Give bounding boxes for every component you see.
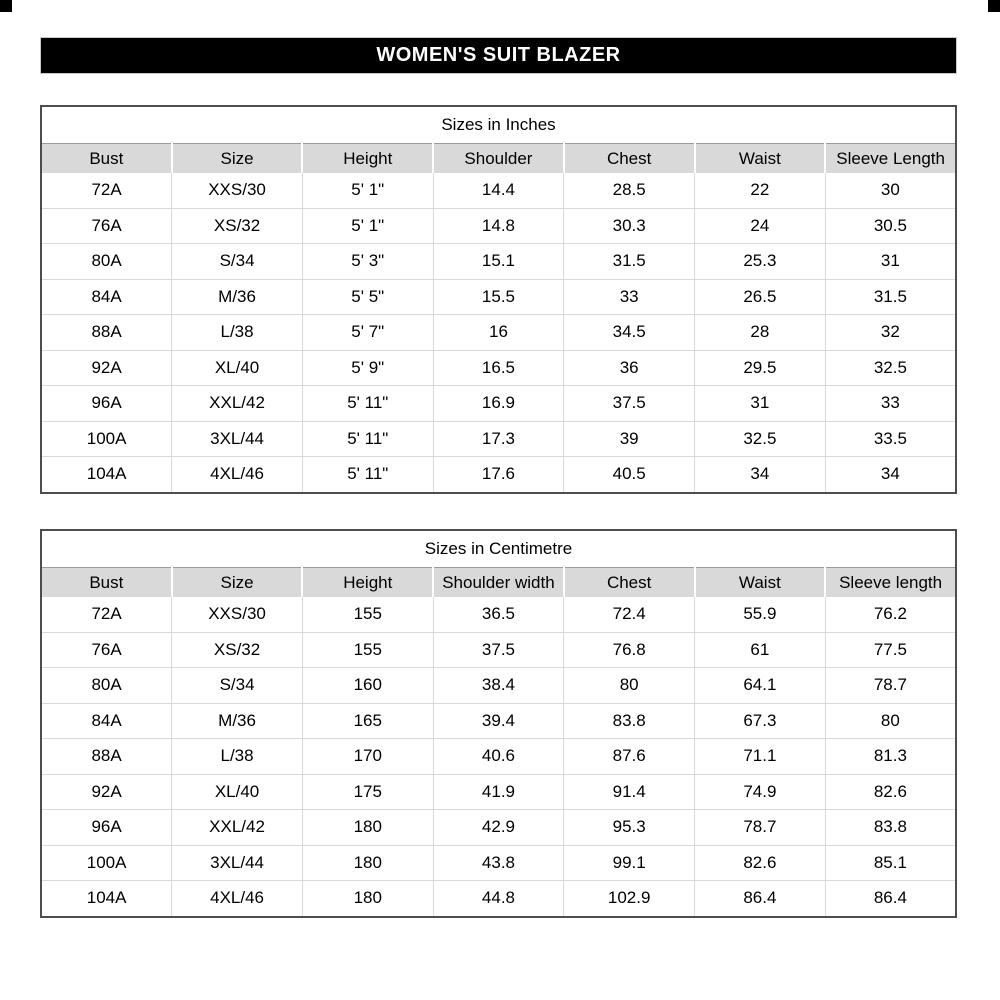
table-cell: 78.7 (825, 668, 956, 704)
table-cell: 32.5 (825, 350, 956, 386)
table-cell: 87.6 (564, 739, 695, 775)
table-cell: 88A (41, 739, 172, 775)
column-header: Sleeve Length (825, 144, 956, 174)
column-header: Size (172, 144, 303, 174)
column-header: Shoulder (433, 144, 564, 174)
table-cell: 160 (302, 668, 433, 704)
table-cell: 95.3 (564, 810, 695, 846)
table-row (41, 739, 956, 775)
table-cell: 25.3 (695, 244, 826, 280)
table-cell: 29.5 (695, 350, 826, 386)
table-cell: XXL/42 (172, 386, 303, 422)
table-cell: 72.4 (564, 597, 695, 632)
table-cell: 180 (302, 845, 433, 881)
table-cell: 42.9 (433, 810, 564, 846)
table-cell: 5' 3" (302, 244, 433, 280)
table-cell: 31.5 (825, 279, 956, 315)
table-cell: 30.5 (825, 208, 956, 244)
table-row (41, 845, 956, 881)
table-cell: 34.5 (564, 315, 695, 351)
table-cell: 99.1 (564, 845, 695, 881)
table-cell: 84A (41, 703, 172, 739)
table-cell: 34 (695, 457, 826, 493)
table-row (41, 597, 956, 632)
table-cell: 86.4 (825, 881, 956, 917)
table-cell: 16 (433, 315, 564, 351)
table-title-row (41, 530, 956, 568)
table-cell: 5' 11" (302, 421, 433, 457)
table-cell: 155 (302, 632, 433, 668)
table-cell: 26.5 (695, 279, 826, 315)
table-cell: 72A (41, 597, 172, 632)
table-cell: 36 (564, 350, 695, 386)
table-cell: 67.3 (695, 703, 826, 739)
table-cell: XL/40 (172, 774, 303, 810)
corner-mark-top-left (0, 0, 12, 12)
corner-mark-top-right (988, 0, 1000, 12)
table-cell: 36.5 (433, 597, 564, 632)
table-cell: S/34 (172, 244, 303, 280)
table-cell: XXS/30 (172, 597, 303, 632)
table-cell: 83.8 (564, 703, 695, 739)
table-row (41, 632, 956, 668)
table-cell: 80A (41, 244, 172, 280)
table-cell: 82.6 (695, 845, 826, 881)
table-cell: 104A (41, 881, 172, 917)
column-header: Waist (695, 568, 826, 598)
table-cell: 30.3 (564, 208, 695, 244)
table-cell: 55.9 (695, 597, 826, 632)
table-cell: 37.5 (564, 386, 695, 422)
table-cell: 92A (41, 774, 172, 810)
table-cell: 3XL/44 (172, 845, 303, 881)
table-cell: 64.1 (695, 668, 826, 704)
table-header-row (41, 144, 956, 174)
table-cell: 28 (695, 315, 826, 351)
table-row (41, 208, 956, 244)
table-cell: 155 (302, 597, 433, 632)
table-cell: 88A (41, 315, 172, 351)
table-cell: 84A (41, 279, 172, 315)
column-header: Bust (41, 144, 172, 174)
column-header: Sleeve length (825, 568, 956, 598)
table-cell: 14.8 (433, 208, 564, 244)
table-row (41, 668, 956, 704)
table-cell: 165 (302, 703, 433, 739)
table-cell: 96A (41, 810, 172, 846)
table-cell: 31.5 (564, 244, 695, 280)
column-header: Waist (695, 144, 826, 174)
table-cell: 31 (825, 244, 956, 280)
table-cell: 33.5 (825, 421, 956, 457)
table-cell: XXL/42 (172, 810, 303, 846)
column-header: Height (302, 144, 433, 174)
table-cell: L/38 (172, 739, 303, 775)
column-header: Height (302, 568, 433, 598)
table-cell: 24 (695, 208, 826, 244)
table-cell: 38.4 (433, 668, 564, 704)
table-cell: 22 (695, 173, 826, 208)
table-row (41, 774, 956, 810)
table-title: Sizes in Centimetre (41, 530, 956, 568)
table-title-row (41, 106, 956, 144)
table-cell: 72A (41, 173, 172, 208)
table-cell: 100A (41, 421, 172, 457)
table-cell: 61 (695, 632, 826, 668)
table-header-row (41, 568, 956, 598)
table-cell: 40.6 (433, 739, 564, 775)
table-cell: 180 (302, 881, 433, 917)
table-cell: 77.5 (825, 632, 956, 668)
table-cell: 4XL/46 (172, 457, 303, 493)
table-cell: 44.8 (433, 881, 564, 917)
column-header: Shoulder width (433, 568, 564, 598)
table-cell: XS/32 (172, 208, 303, 244)
table-cell: 32.5 (695, 421, 826, 457)
table-cell: 91.4 (564, 774, 695, 810)
table-cell: 104A (41, 457, 172, 493)
table-cell: 5' 1" (302, 208, 433, 244)
table-row (41, 457, 956, 493)
table-cell: 16.9 (433, 386, 564, 422)
column-header: Chest (564, 144, 695, 174)
table-cell: 80A (41, 668, 172, 704)
table-cell: 76.8 (564, 632, 695, 668)
table-row (41, 421, 956, 457)
table-cell: 175 (302, 774, 433, 810)
table-cell: 76A (41, 632, 172, 668)
table-cell: 15.5 (433, 279, 564, 315)
table-row (41, 315, 956, 351)
table-cell: 32 (825, 315, 956, 351)
table-cell: 15.1 (433, 244, 564, 280)
table-cell: 170 (302, 739, 433, 775)
page-title: WOMEN'S SUIT BLAZER (376, 44, 621, 66)
table-cell: 78.7 (695, 810, 826, 846)
table-row (41, 881, 956, 917)
table-cell: 82.6 (825, 774, 956, 810)
table-cell: 85.1 (825, 845, 956, 881)
table-cell: 16.5 (433, 350, 564, 386)
table-cell: 17.3 (433, 421, 564, 457)
table-cell: 80 (825, 703, 956, 739)
table-cell: 40.5 (564, 457, 695, 493)
table-cell: L/38 (172, 315, 303, 351)
table-cell: 5' 9" (302, 350, 433, 386)
table-cell: 5' 1" (302, 173, 433, 208)
table-cell: 180 (302, 810, 433, 846)
table-sizes-in-centimetre (40, 529, 957, 918)
table-cell: XS/32 (172, 632, 303, 668)
table-row (41, 350, 956, 386)
table-cell: 39 (564, 421, 695, 457)
column-header: Bust (41, 568, 172, 598)
table-cell: 5' 11" (302, 386, 433, 422)
table-cell: 92A (41, 350, 172, 386)
table-row (41, 810, 956, 846)
table-cell: 37.5 (433, 632, 564, 668)
table-cell: 76A (41, 208, 172, 244)
table-cell: S/34 (172, 668, 303, 704)
table-cell: XL/40 (172, 350, 303, 386)
table-cell: 74.9 (695, 774, 826, 810)
table-row (41, 279, 956, 315)
table-cell: 31 (695, 386, 826, 422)
table-sizes-in-inches (40, 105, 957, 494)
table-cell: 80 (564, 668, 695, 704)
table-cell: 5' 7" (302, 315, 433, 351)
table-cell: XXS/30 (172, 173, 303, 208)
table-cell: 43.8 (433, 845, 564, 881)
table-cell: 41.9 (433, 774, 564, 810)
table-cell: M/36 (172, 279, 303, 315)
table-cell: 71.1 (695, 739, 826, 775)
table-cell: 96A (41, 386, 172, 422)
table-cell: 5' 5" (302, 279, 433, 315)
column-header: Size (172, 568, 303, 598)
table-cell: 33 (564, 279, 695, 315)
table-cell: 100A (41, 845, 172, 881)
table-cell: 102.9 (564, 881, 695, 917)
page-title-bar (40, 37, 957, 74)
table-row (41, 703, 956, 739)
table-cell: M/36 (172, 703, 303, 739)
table-cell: 5' 11" (302, 457, 433, 493)
table-cell: 14.4 (433, 173, 564, 208)
table-cell: 83.8 (825, 810, 956, 846)
table-cell: 76.2 (873, 604, 907, 624)
table-cell: 86.4 (695, 881, 826, 917)
table-cell: 3XL/44 (172, 421, 303, 457)
table-cell: 33 (825, 386, 956, 422)
table-row (41, 173, 956, 208)
table-cell: 28.5 (564, 173, 695, 208)
table-row (41, 386, 956, 422)
table-row (41, 244, 956, 280)
table-cell: 34 (825, 457, 956, 493)
table-cell: 4XL/46 (172, 881, 303, 917)
table-title: Sizes in Inches (41, 106, 956, 144)
column-header: Chest (564, 568, 695, 598)
table-cell: 17.6 (433, 457, 564, 493)
table-cell: 81.3 (825, 739, 956, 775)
table-cell: 39.4 (433, 703, 564, 739)
table-cell: 30 (880, 180, 900, 200)
